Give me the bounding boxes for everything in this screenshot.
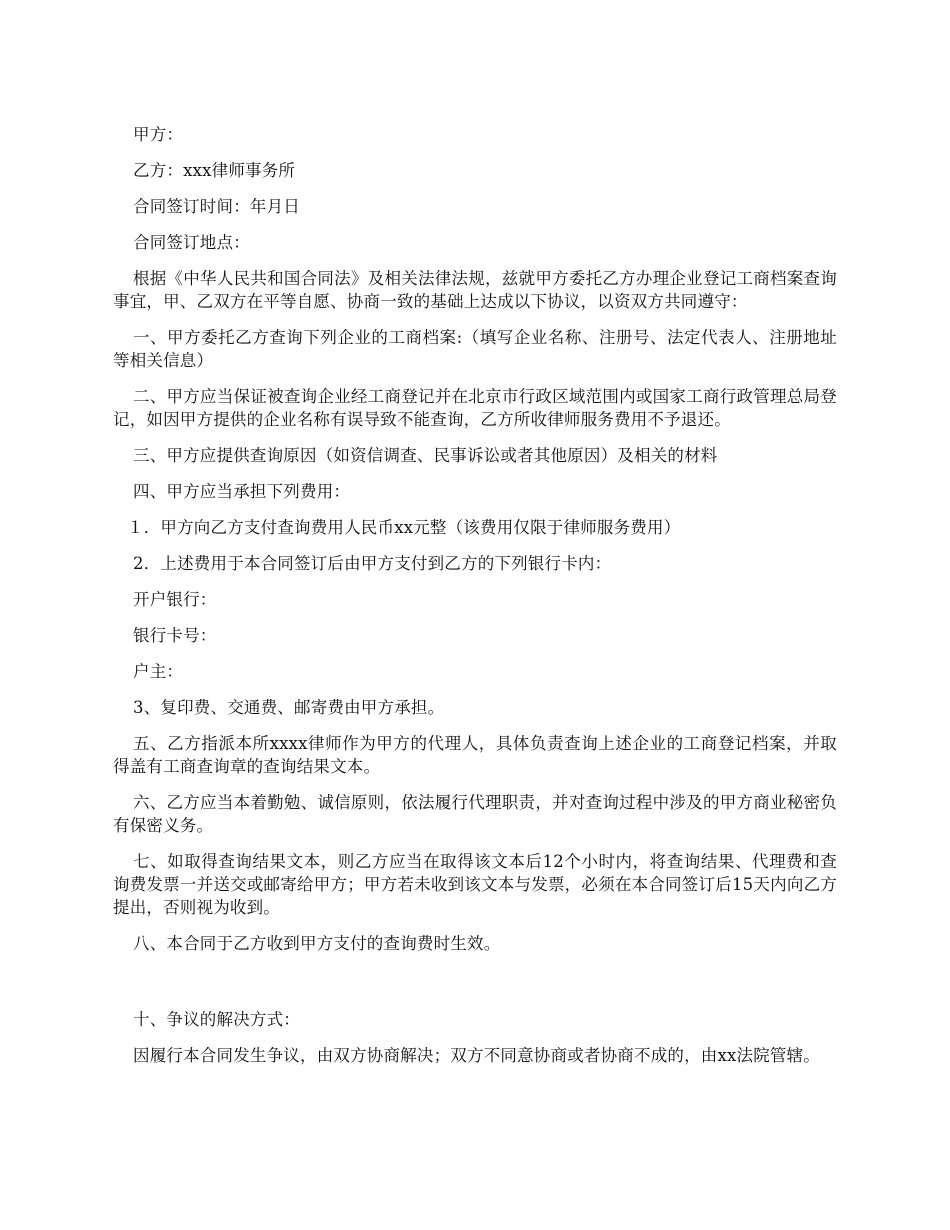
clause-8: 八、本合同于乙方收到甲方支付的查询费时生效。 bbox=[133, 934, 501, 953]
clause-3: 三、甲方应提供查询原因（如资信调查、民事诉讼或者其他原因）及相关的材料 bbox=[133, 446, 718, 465]
clause-1: 一、甲方委托乙方查询下列企业的工商档案:（填写企业名称、注册号、法定代表人、注册地址等相关信息） bbox=[113, 328, 837, 370]
party-a-line: 甲方： bbox=[133, 125, 184, 144]
party-b-line: 乙方：xxx律师事务所 bbox=[133, 161, 296, 180]
signing-date-line: 合同签订时间：年月日 bbox=[133, 197, 300, 216]
clause-2: 二、甲方应当保证被查询企业经工商登记并在北京市行政区域范围内或国家工商行政管理总局登记，如因甲方提供的企业名称有误导致不能查询，乙方所收律师服务费用不予退还。 bbox=[113, 387, 837, 429]
document-body bbox=[113, 123, 837, 1080]
bank-card-line: 银行卡号： bbox=[133, 626, 217, 645]
signing-place-line: 合同签订地点： bbox=[133, 233, 250, 252]
clause-5: 五、乙方指派本所xxxx律师作为甲方的代理人，具体负责查询上述企业的工商登记档案，并取得盖有工商查询章的查询结果文本。 bbox=[113, 734, 837, 776]
clause-4: 四、甲方应当承担下列费用： bbox=[133, 482, 351, 501]
dispute-resolution-paragraph: 因履行本合同发生争议，由双方协商解决；双方不同意协商或者协商不成的，由xx法院管辖。 bbox=[133, 1046, 821, 1065]
clause-6: 六、乙方应当本着勤勉、诚信原则，依法履行代理职责，并对查询过程中涉及的甲方商业秘密负有保密义务。 bbox=[113, 793, 837, 835]
bank-name-line: 开户银行： bbox=[133, 590, 217, 609]
clause-4-item-2: 2．上述费用于本合同签订后由甲方支付到乙方的下列银行卡内： bbox=[133, 554, 612, 573]
account-holder-line: 户主： bbox=[133, 662, 184, 681]
clause-10: 十、争议的解决方式： bbox=[133, 1010, 300, 1029]
clause-7: 七、如取得查询结果文本，则乙方应当在取得该文本后12个小时内，将查询结果、代理费和查询费发票一并送交或邮寄给甲方；甲方若未收到该文本与发票，必须在本合同签订后15天内向乙方提出，否则视为收到。 bbox=[113, 852, 837, 917]
preamble-paragraph: 根据《中华人民共和国合同法》及相关法律法规，兹就甲方委托乙方办理企业登记工商档案查询事宜，甲、乙双方在平等自愿、协商一致的基础上达成以下协议，以资双方共同遵守： bbox=[113, 269, 837, 311]
clause-4-item-3: 3、复印费、交通费、邮寄费由甲方承担。 bbox=[133, 698, 445, 717]
clause-4-item-1: １．甲方向乙方支付查询费用人民币xx元整（该费用仅限于律师服务费用） bbox=[127, 518, 681, 537]
